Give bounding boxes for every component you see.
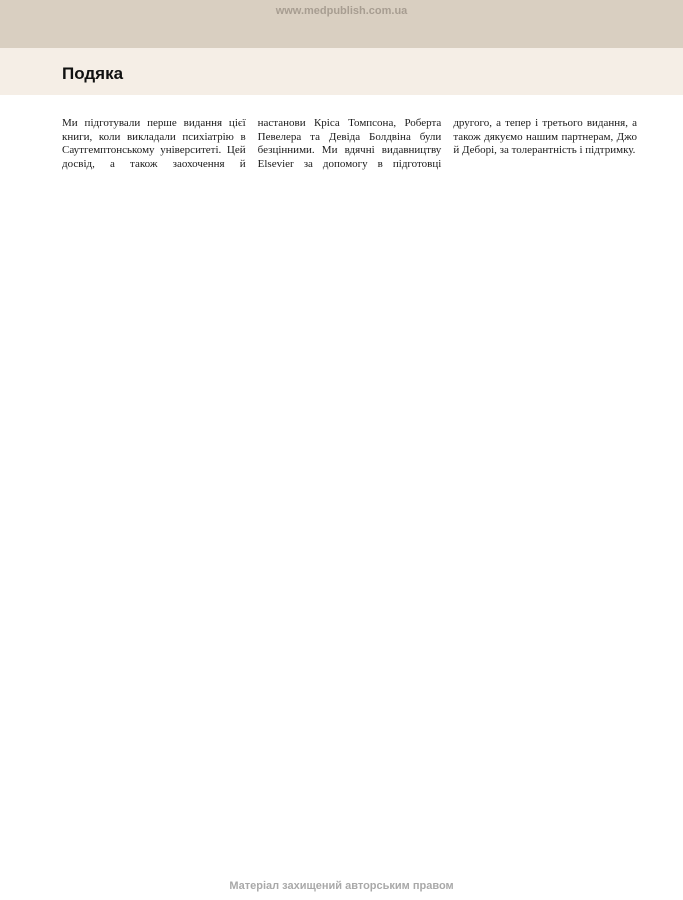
page-title: Подяка [62,64,124,83]
acknowledgement-text: Ми підготували перше видання цієї книги, коли викладали психіатрію в Саутгемптонському університеті. Цей досвід, а також заохочення й настанови Кріса Томпсона, Роберта Певелера та Девіда Болдвіна були безцінними. Ми вдячні видавництву Elsevier за допомогу в підготовці другого, а тепер і третього видання, а також дякуємо нашим партнерам, Джо й Деборі, за толерантність і підтримку. [62,117,637,170]
header-band [0,0,683,48]
site-url: www.medpublish.com.ua [275,5,408,17]
copyright-notice: Матеріал захищений авторським правом [229,880,454,892]
